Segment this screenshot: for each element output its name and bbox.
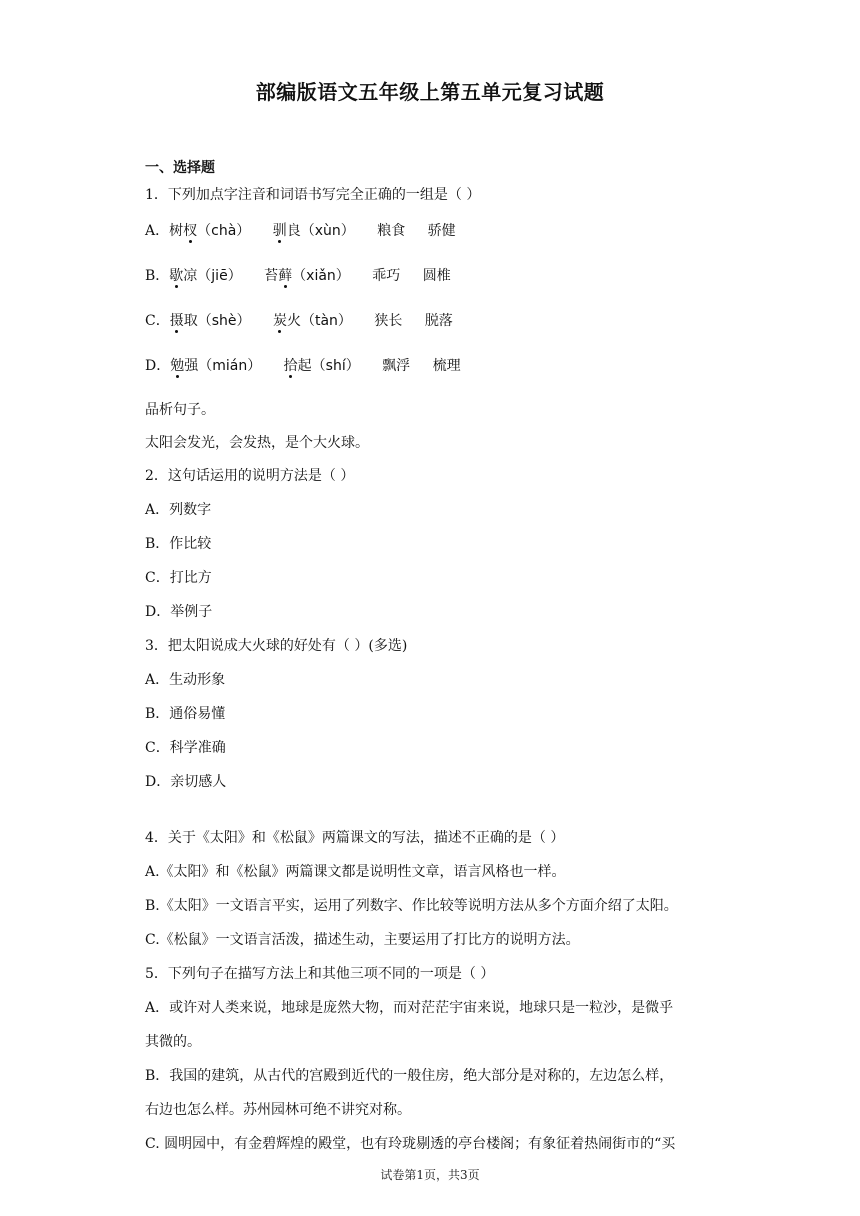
pinyin: （xùn） — [300, 223, 355, 239]
q2-option-d: D．举例子 — [145, 604, 213, 620]
dotted-char: 杈 — [183, 223, 198, 239]
dotted-char: 勉 — [170, 358, 185, 374]
word-2 — [264, 268, 350, 284]
word-4: 脱落 — [424, 313, 453, 329]
q1-option-d — [145, 356, 725, 376]
q5-option-c-line1: C. 圆明园中，有金碧辉煌的殿堂，也有玲珑剔透的亭台楼阁；有象征着热闹街市的“买 — [145, 1136, 676, 1152]
pinyin: （xiǎn） — [292, 268, 350, 284]
word-part: 树 — [169, 223, 184, 239]
section-heading: 一、选择题 — [145, 160, 215, 176]
q5-option-a-line2: 其微的。 — [145, 1034, 201, 1050]
word-part: 苔 — [264, 268, 279, 284]
q2-option-c: C．打比方 — [145, 570, 212, 586]
word-part: 取 — [183, 313, 198, 329]
dotted-char: 歇 — [169, 268, 184, 284]
q4-stem: 4．关于《太阳》和《松鼠》两篇课文的写法，描述不正确的是（ ） — [145, 830, 565, 846]
q3-stem: 3．把太阳说成大火球的好处有（ ）(多选) — [145, 638, 408, 654]
word-2 — [273, 313, 352, 329]
q3-option-d: D．亲切感人 — [145, 774, 227, 790]
word-part: 凉 — [183, 268, 198, 284]
pinyin: （shè） — [197, 313, 251, 329]
dotted-char: 拾 — [283, 358, 298, 374]
word-part: 强 — [184, 358, 199, 374]
q3-option-b: B．通俗易懂 — [145, 706, 226, 722]
word-4: 梳理 — [432, 358, 461, 374]
option-label: C． — [145, 313, 170, 329]
q3-option-a: A．生动形象 — [145, 672, 226, 688]
q1-option-a — [145, 221, 725, 241]
q2-option-b: B．作比较 — [145, 536, 212, 552]
word-2 — [273, 223, 355, 239]
q2-option-a: A．列数字 — [145, 502, 212, 518]
q1-stem: 1．下列加点字注音和词语书写完全正确的一组是（ ） — [145, 187, 481, 203]
q5-option-a-line1: A．或许对人类来说，地球是庞然大物，而对茫茫宇宙来说，地球只是一粒沙，是微乎 — [145, 1000, 674, 1016]
passage-text: 太阳会发光，会发热，是个大火球。 — [145, 435, 369, 451]
word-3: 狭长 — [374, 313, 403, 329]
pinyin: （jiē） — [197, 268, 242, 284]
word-3: 乖巧 — [372, 268, 401, 284]
page-title: 部编版语文五年级上第五单元复习试题 — [255, 80, 605, 104]
pinyin: （chà） — [197, 223, 251, 239]
dotted-char: 摄 — [169, 313, 184, 329]
pinyin: （tàn） — [300, 313, 352, 329]
word-part: 良 — [286, 223, 301, 239]
word-2 — [284, 358, 360, 374]
word-3: 粮食 — [377, 223, 406, 239]
q2-stem: 2．这句话运用的说明方法是（ ） — [145, 468, 355, 484]
word-4: 圆椎 — [422, 268, 451, 284]
q1-option-b — [145, 266, 725, 286]
q4-option-a: A.《太阳》和《松鼠》两篇课文都是说明性文章，语言风格也一样。 — [145, 864, 566, 880]
pinyin: （mián） — [198, 358, 262, 374]
page-footer: 试卷第1页，共3页 — [380, 1168, 480, 1182]
word-4: 骄健 — [427, 223, 456, 239]
option-label: B． — [145, 268, 170, 284]
word-3: 飘浮 — [382, 358, 411, 374]
option-label: D． — [145, 358, 171, 374]
dotted-char: 驯 — [272, 223, 287, 239]
dotted-char: 炭 — [272, 313, 287, 329]
dotted-char: 藓 — [278, 268, 293, 284]
q4-option-b: B.《太阳》一文语言平实，运用了列数字、作比较等说明方法从多个方面介绍了太阳。 — [145, 898, 678, 914]
q5-option-b-line2: 右边也怎么样。苏州园林可绝不讲究对称。 — [145, 1102, 411, 1118]
q4-option-c: C.《松鼠》一文语言活泼，描述生动，主要运用了打比方的说明方法。 — [145, 932, 580, 948]
pinyin: （shí） — [311, 358, 360, 374]
word-part: 起 — [297, 358, 312, 374]
q5-option-b-line1: B．我国的建筑，从古代的宫殿到近代的一般住房，绝大部分是对称的，左边怎么样， — [145, 1068, 674, 1084]
q1-option-c — [145, 311, 725, 331]
word-part: 火 — [286, 313, 301, 329]
option-label: A． — [145, 223, 170, 239]
q5-stem: 5．下列句子在描写方法上和其他三项不同的一项是（ ） — [145, 966, 495, 982]
q3-option-c: C．科学准确 — [145, 740, 226, 756]
passage-intro: 品析句子。 — [145, 402, 215, 418]
